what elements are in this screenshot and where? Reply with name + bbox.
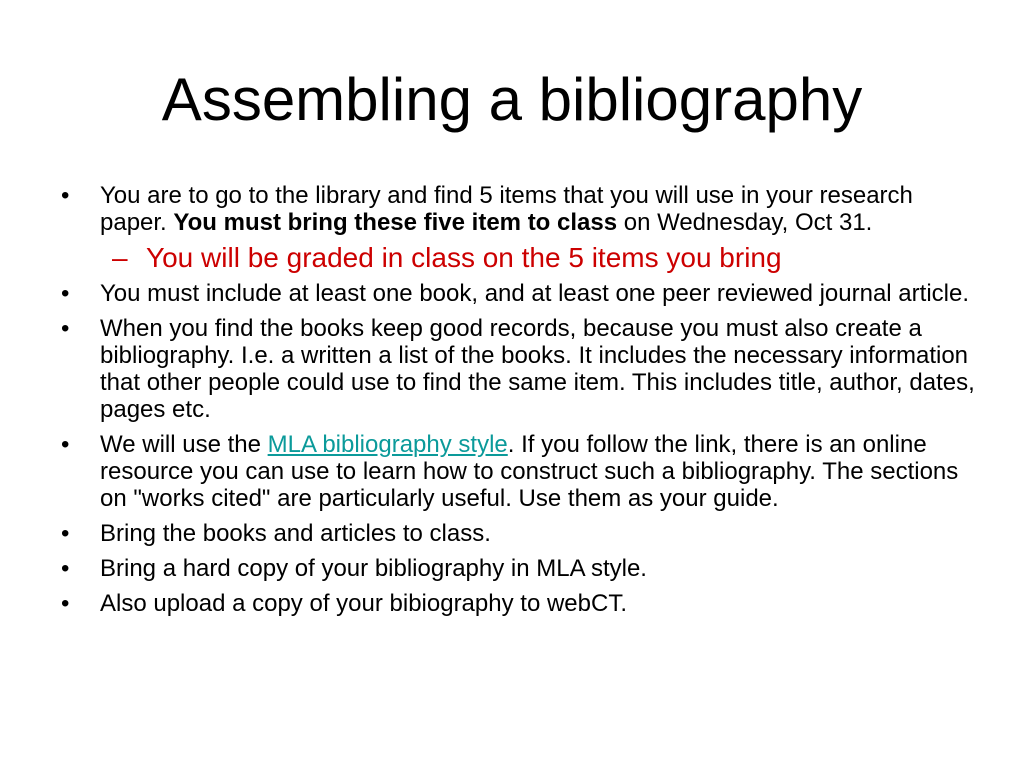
item-text: You are to go to the library and find 5 items that you will use in your research paper.	[100, 182, 913, 236]
list-item	[58, 315, 978, 423]
item-text: Also upload a copy of your bibiography to webCT.	[100, 590, 627, 617]
item-text: You must include at least one book, and at least one peer reviewed journal article.	[100, 280, 969, 307]
item-text: on Wednesday, Oct 31.	[617, 209, 873, 236]
sub-item-text: You will be graded in class on the 5 items you bring	[146, 242, 782, 273]
list-item	[58, 280, 978, 307]
mla-style-link[interactable]: MLA bibliography style	[267, 431, 508, 458]
bullet-icon: •	[61, 555, 70, 582]
sub-list-item	[58, 242, 978, 274]
item-text: . If you follow the link, there is an online resource you can use to learn how to construct such a bibliography. The sections on "works cited" are particularly useful. Use them as your guide.	[100, 431, 959, 512]
item-bold-text: You must bring these five item to class	[173, 209, 618, 236]
item-text: Bring the books and articles to class.	[100, 520, 491, 547]
bullet-icon: •	[61, 431, 70, 458]
slide-title: Assembling a bibliography	[161, 66, 863, 133]
list-item	[58, 555, 978, 582]
bullet-icon: •	[61, 590, 70, 617]
dash-icon: –	[112, 242, 128, 273]
bullet-icon: •	[61, 315, 70, 342]
bullet-icon: •	[61, 280, 70, 307]
item-text: When you find the books keep good records, because you must also create a bibliography. I.e. a written a list of the books. It includes the necessary information that other people could use to find the same item. This includes title, author, dates, pages etc.	[100, 315, 975, 423]
item-text: We will use the	[100, 431, 268, 458]
list-item	[58, 182, 978, 236]
list-item	[58, 590, 978, 617]
list-item	[58, 431, 978, 512]
item-text: Bring a hard copy of your bibliography in MLA style.	[100, 555, 647, 582]
bullet-icon: •	[61, 182, 70, 209]
bullet-list	[58, 182, 978, 625]
bullet-icon: •	[61, 520, 70, 547]
list-item	[58, 520, 978, 547]
